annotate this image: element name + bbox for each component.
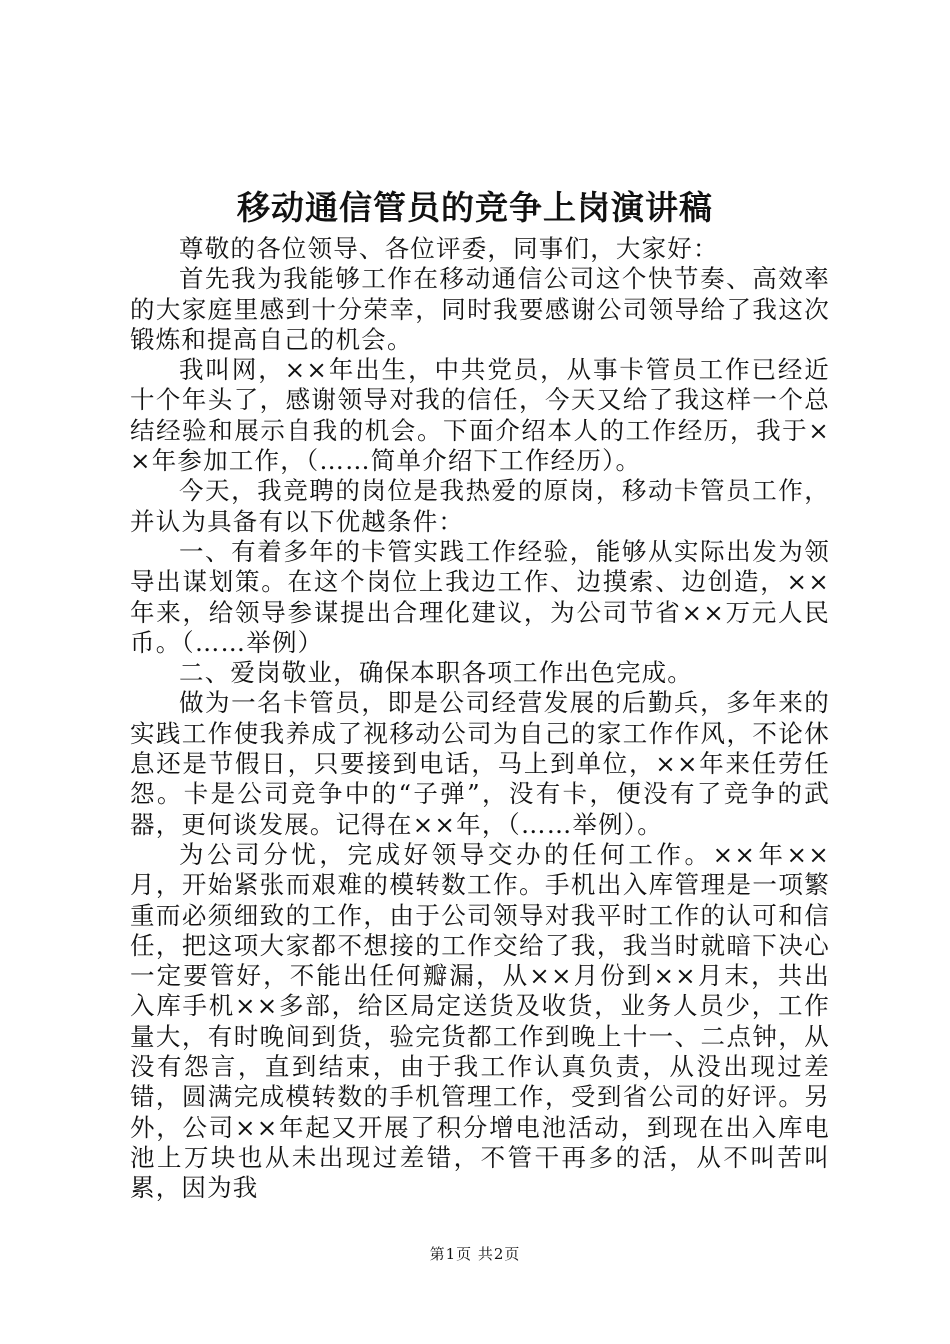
paragraph-position: 今天，我竞聘的岗位是我热爱的原岗，移动卡管员工作，并认为具备有以下优越条件： — [130, 476, 830, 536]
paragraph-advantage-two: 二、爱岗敬业，确保本职各项工作出色完成。 — [179, 658, 693, 688]
paragraph-dedication: 做为一名卡管员，即是公司经营发展的后勤兵，多年来的实践工作使我养成了视移动公司为自己的家工作作风，不论休息还是节假日，只要接到电话，马上到单位，××年来任劳任怨。卡是公司竞争中的“子弹”，没有卡，便没有了竞争的武器，更何谈发展。记得在××年，（……举例）。 — [130, 688, 830, 839]
paragraph-work-example: 为公司分忧，完成好领导交办的任何工作。××年××月，开始紧张而艰难的模转数工作。手机出入库管理是一项繁重而必须细致的工作，由于公司领导对我平时工作的认可和信任，把这项大家都不想接的工作交给了我，我当时就暗下决心一定要管好，不能出任何瓣漏，从××月份到××月末，共出入库手机××多部，给区局定送货及收货，业务人员少，工作量大，有时晚间到货，验完货都工作到晚上十一、二点钟，从没有怨言，直到结束，由于我工作认真负责，从没出现过差错，圆满完成模转数的手机管理工作，受到省公司的好评。另外，公司××年起又开展了积分增电池活动，到现在出入库电池上万块也从未出现过差错，不管干再多的活，从不叫苦叫累，因为我 — [130, 839, 830, 1203]
paragraph-advantage-one: 一、有着多年的卡管实践工作经验，能够从实际出发为领导出谋划策。在这个岗位上我边工作、边摸索、边创造，××年来，给领导参谋提出合理化建议，为公司节省××万元人民币。（……举例） — [130, 536, 830, 657]
document-body — [130, 234, 830, 1204]
paragraph-self-introduction: 我叫网，××年出生，中共党员，从事卡管员工作已经近十个年头了，感谢领导对我的信任，今天又给了我这样一个总结经验和展示自我的机会。下面介绍本人的工作经历，我于××年参加工作，（……简单介绍下工作经历）。 — [130, 355, 830, 476]
document-title: 移动通信管员的竞争上岗演讲稿 — [237, 188, 713, 227]
paragraph-intro: 首先我为我能够工作在移动通信公司这个快节奏、高效率的大家庭里感到十分荣幸，同时我要感谢公司领导给了我这次锻炼和提高自己的机会。 — [130, 264, 830, 354]
paragraph-greeting: 尊敬的各位领导、各位评委，同事们，大家好： — [179, 234, 719, 263]
page-number-footer: 第1页 共2页 — [429, 1245, 521, 1263]
